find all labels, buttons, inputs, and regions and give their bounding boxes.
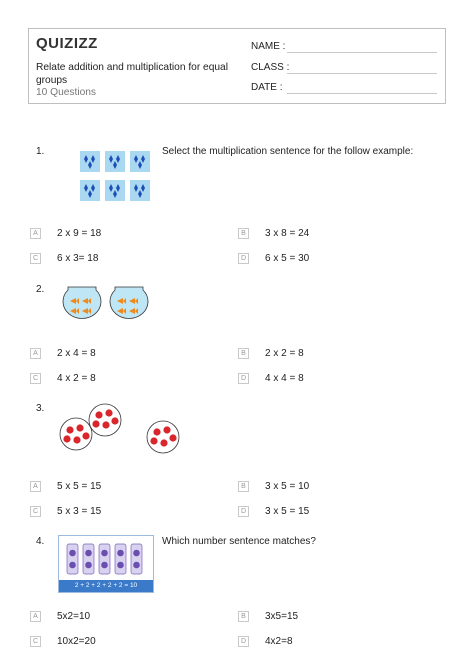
q1-option-a-text[interactable]: 2 x 9 = 18	[57, 228, 102, 239]
q2-option-d-box[interactable]: D	[238, 373, 249, 384]
name-field[interactable]	[287, 52, 437, 53]
q1-option-b-box[interactable]: B	[238, 228, 249, 239]
question-4-number: 4.	[36, 536, 45, 547]
q4-option-d-box[interactable]: D	[238, 636, 249, 647]
q3-option-d-text[interactable]: 3 x 5 = 15	[265, 506, 310, 517]
class-field[interactable]	[287, 73, 437, 74]
question-4-image-caption: 2 + 2 + 2 + 2 + 2 = 10	[59, 580, 153, 592]
q3-option-a-box[interactable]: A	[30, 481, 41, 492]
question-3-number: 3.	[36, 403, 45, 414]
q3-option-b-box[interactable]: B	[238, 481, 249, 492]
q2-option-c-box[interactable]: C	[30, 373, 41, 384]
q1-option-d-text[interactable]: 6 x 5 = 30	[265, 253, 310, 264]
q4-option-b-box[interactable]: B	[238, 611, 249, 622]
question-count: 10 Questions	[36, 87, 97, 98]
question-1-image	[79, 150, 151, 206]
q2-option-a-box[interactable]: A	[30, 348, 41, 359]
q4-option-a-box[interactable]: A	[30, 611, 41, 622]
question-4-image	[58, 535, 154, 593]
q2-option-a-text[interactable]: 2 x 4 = 8	[57, 348, 96, 359]
q3-option-c-text[interactable]: 5 x 3 = 15	[57, 506, 102, 517]
quizizz-logo: QUIZIZZ	[36, 35, 98, 52]
question-2-image	[60, 283, 152, 331]
q1-option-c-box[interactable]: C	[30, 253, 41, 264]
q2-option-b-box[interactable]: B	[238, 348, 249, 359]
q3-option-c-box[interactable]: C	[30, 506, 41, 517]
q1-option-c-text[interactable]: 6 x 3= 18	[57, 253, 99, 264]
q4-option-d-text[interactable]: 4x2=8	[265, 636, 293, 647]
q3-option-a-text[interactable]: 5 x 5 = 15	[57, 481, 102, 492]
class-label: CLASS :	[251, 62, 290, 73]
q4-option-c-box[interactable]: C	[30, 636, 41, 647]
date-label: DATE :	[251, 82, 283, 93]
date-field[interactable]	[287, 93, 437, 94]
question-2-number: 2.	[36, 284, 45, 295]
q4-option-a-text[interactable]: 5x2=10	[57, 611, 91, 622]
q3-option-b-text[interactable]: 3 x 5 = 10	[265, 481, 310, 492]
q3-option-d-box[interactable]: D	[238, 506, 249, 517]
q2-option-b-text[interactable]: 2 x 2 = 8	[265, 348, 304, 359]
question-1-text: Select the multiplication sentence for the follow example:	[162, 146, 414, 157]
question-1-number: 1.	[36, 146, 45, 157]
name-label: NAME :	[251, 41, 286, 52]
worksheet-title: Relate addition and multiplication for equal groups	[36, 62, 228, 86]
question-4-text: Which number sentence matches?	[162, 536, 316, 547]
q2-option-d-text[interactable]: 4 x 4 = 8	[265, 373, 304, 384]
question-3-image	[58, 403, 182, 459]
q1-option-a-box[interactable]: A	[30, 228, 41, 239]
q4-option-c-text[interactable]: 10x2=20	[57, 636, 96, 647]
q4-option-b-text[interactable]: 3x5=15	[265, 611, 299, 622]
q1-option-d-box[interactable]: D	[238, 253, 249, 264]
q2-option-c-text[interactable]: 4 x 2 = 8	[57, 373, 96, 384]
q1-option-b-text[interactable]: 3 x 8 = 24	[265, 228, 310, 239]
